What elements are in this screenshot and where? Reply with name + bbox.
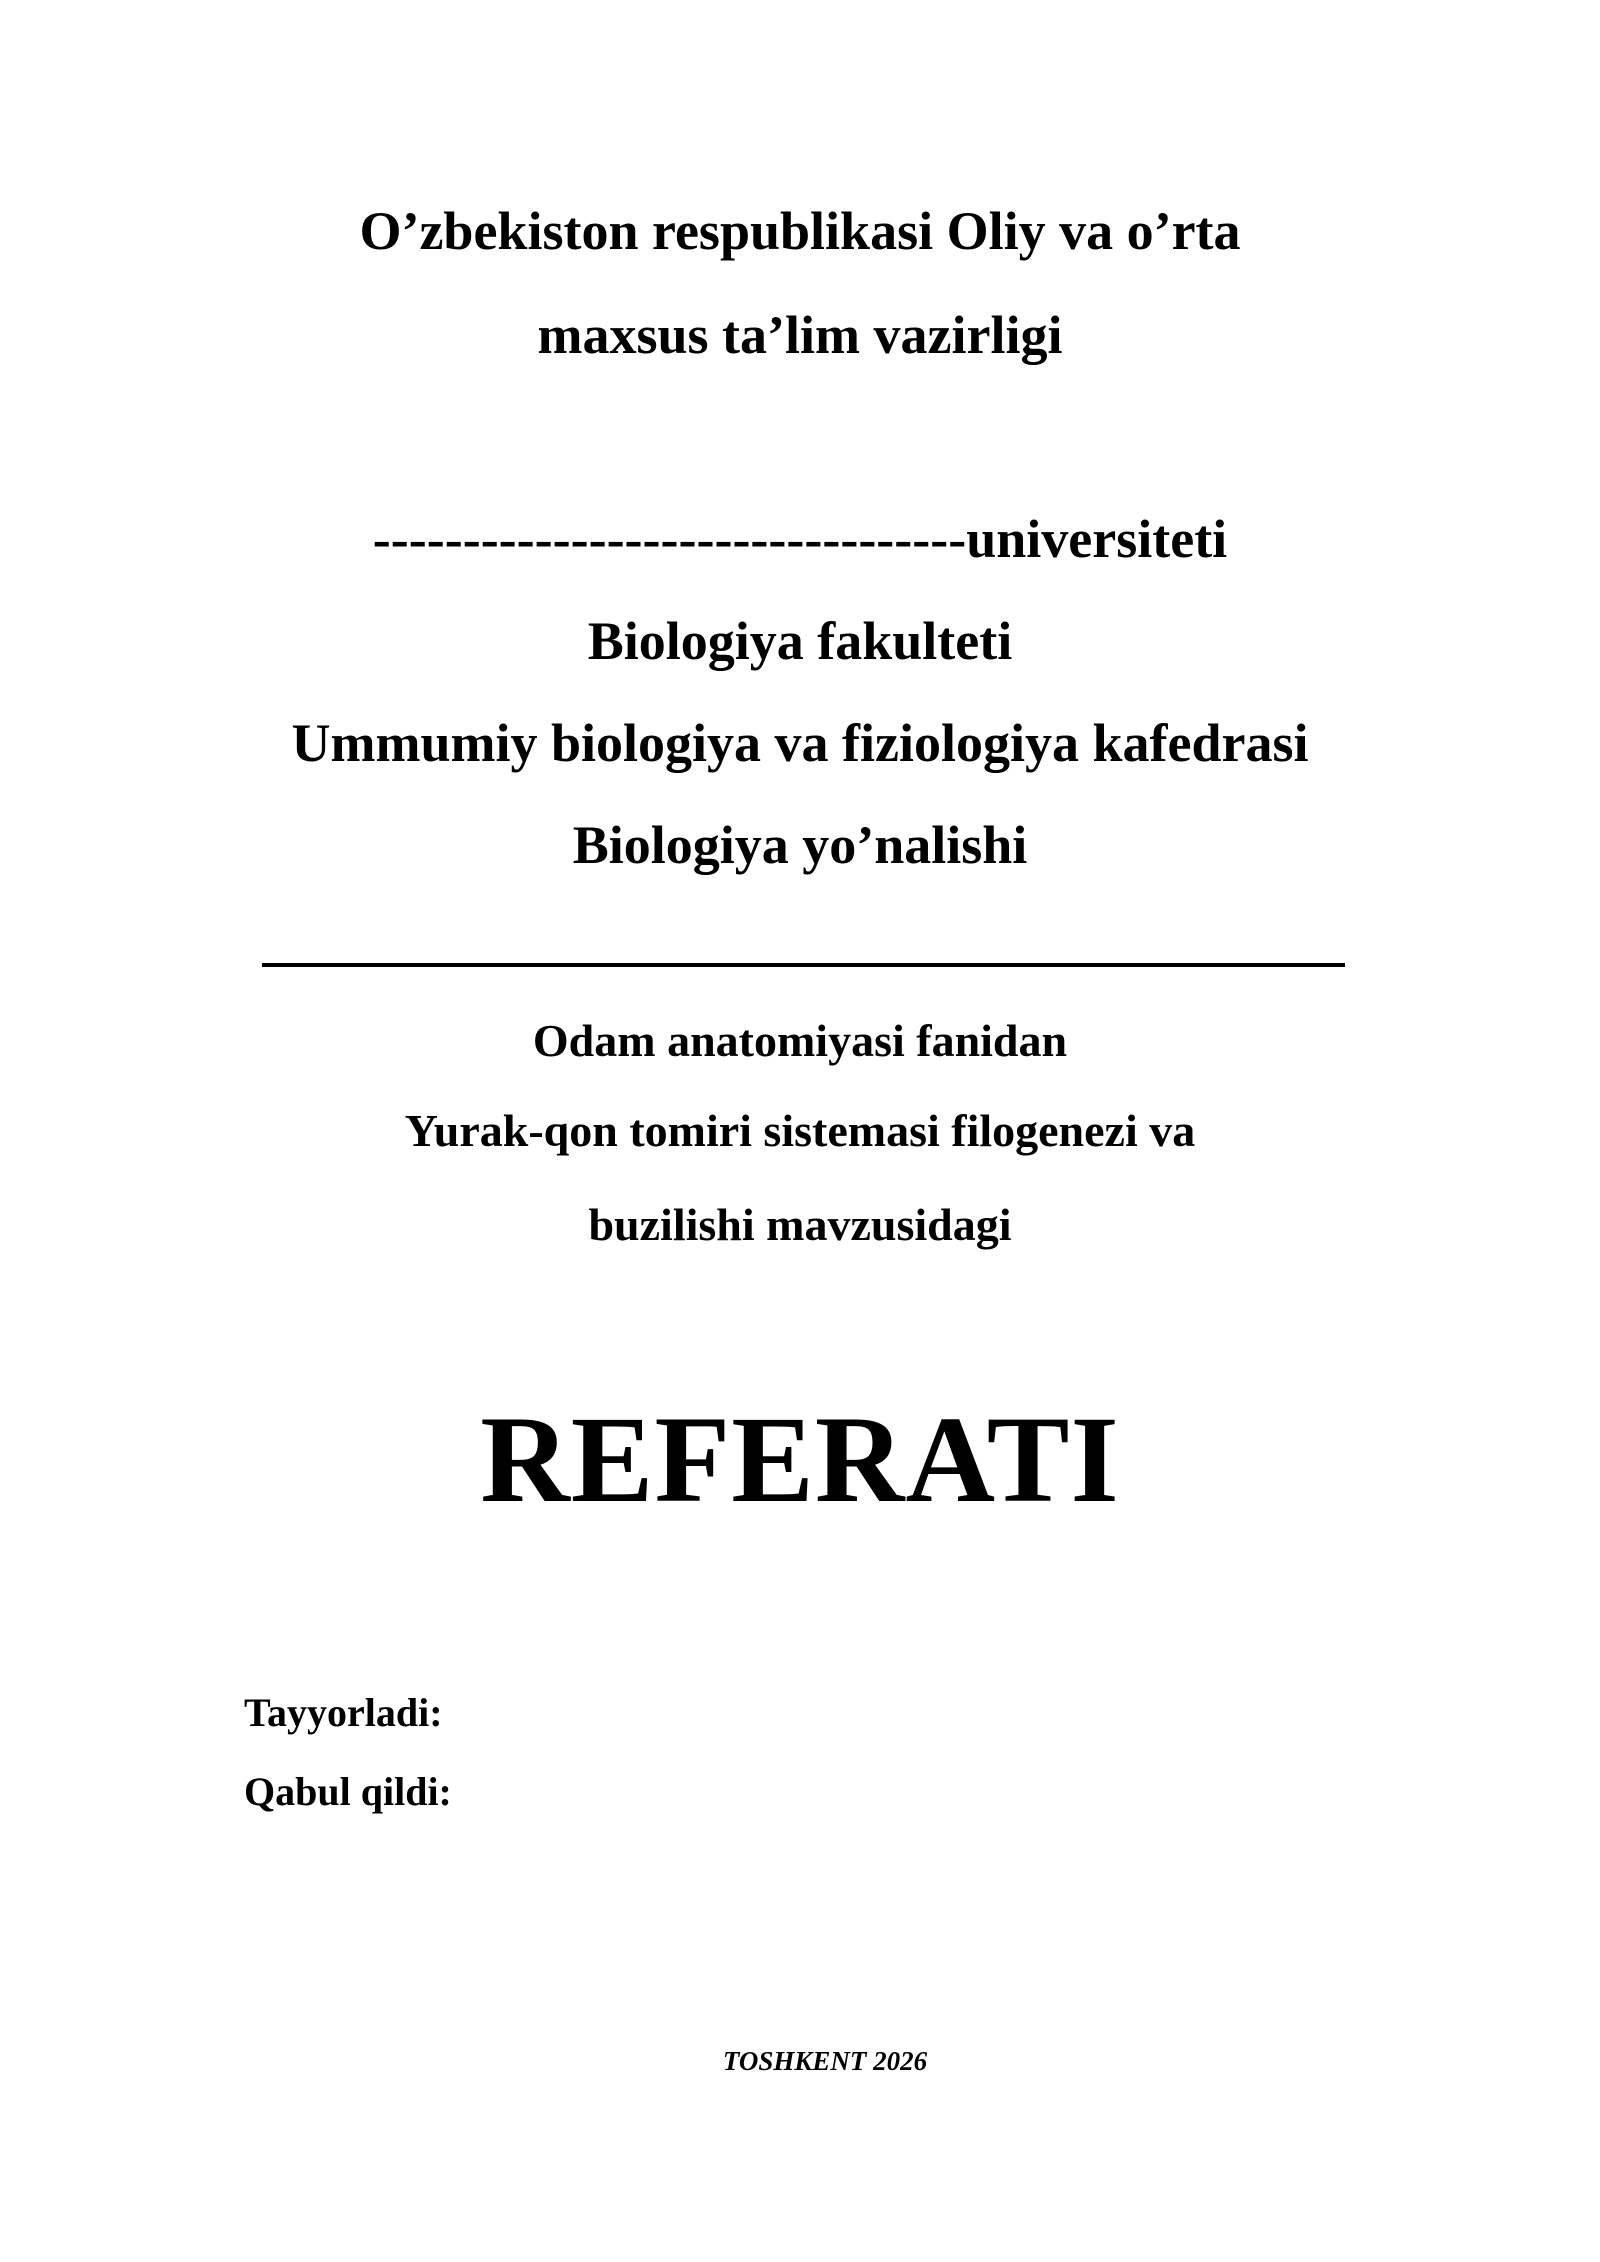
topic-line-1: Yurak-qon tomiri sistemasi filogenezi va (404, 1105, 1196, 1156)
ministry-line-2: maxsus ta’lim vazirligi (537, 305, 1063, 365)
ministry-line-1: O’zbekiston respublikasi Oliy va o’rta (359, 201, 1241, 261)
direction-line: Biologiya yo’nalishi (572, 815, 1028, 875)
department-line: Ummumiy biologiya va fiziologiya kafedrasi (291, 713, 1309, 773)
document-title: REFERATI (480, 1391, 1120, 1528)
city-year: TOSHKENT 2026 (722, 2046, 928, 2076)
faculty-line: Biologiya fakulteti (587, 611, 1013, 671)
course-line: Odam anatomiyasi fanidan (532, 1015, 1068, 1066)
university-line: ---------------------------------universiteti (372, 509, 1228, 569)
topic-line-2: buzilishi mavzusidagi (588, 1199, 1012, 1250)
separator-rule (262, 963, 1345, 967)
accepted-by-label: Qabul qildi: (244, 1769, 452, 1814)
prepared-by-label: Tayyorladi: (244, 1690, 443, 1735)
